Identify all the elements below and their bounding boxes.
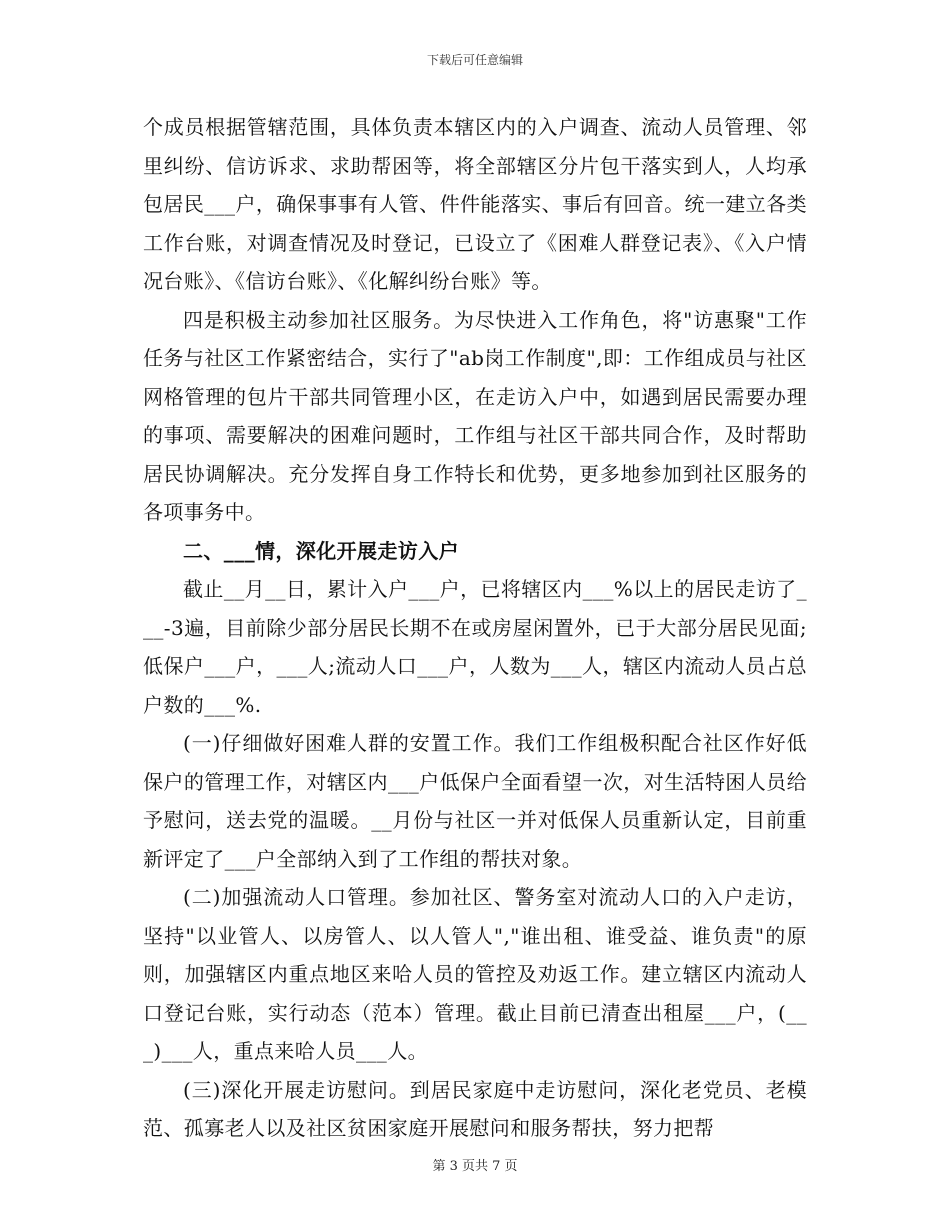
- paragraph-visits-condolence: (三)深化开展走访慰问。到居民家庭中走访慰问，深化老党员、老模范、孤寡老人以及社区贫困家庭开展慰问和服务帮扶，努力把帮: [143, 1077, 807, 1140]
- paragraph-floating-population: (二)加强流动人口管理。参加社区、警务室对流动人口的入户走访，坚持"以业管人、以房管人、以人管人","谁出租、谁受益、谁负责"的原则，加强辖区内重点地区来哈人员的管控及劝返工作。建立辖区内流动人口登记台账，实行动态（范本）管理。截止目前已清查出租屋___户，(___)___人，重点来哈人员___人。: [143, 885, 807, 1063]
- document-body: [143, 108, 807, 1148]
- paragraph-visit-statistics: 截止__月__日，累计入户___户，已将辖区内___%以上的居民走访了___-3遍，目前除少部分居民长期不在或房屋闲置外，已于大部分居民见面;低保户___户，___人;流动人口___户，人数为___人，辖区内流动人员占总户数的___%.: [143, 577, 807, 717]
- page-footer: 第 3 页共 7 页: [432, 1159, 518, 1174]
- paragraph-difficult-groups: (一)仔细做好困难人群的安置工作。我们工作组极积配合社区作好低保户的管理工作，对辖区内___户低保户全面看望一次，对生活特困人员给予慰问，送去党的温暖。__月份与社区一并对低保人员重新认定，目前重新评定了___户全部纳入到了工作组的帮扶对象。: [143, 731, 807, 871]
- page-header: 下载后可任意编辑: [426, 53, 523, 67]
- section-heading: 二、___情，深化开展走访入户: [183, 538, 459, 563]
- paragraph-community-service: 四是积极主动参加社区服务。为尽快进入工作角色，将"访惠聚"工作任务与社区工作紧密结合，实行了"ab岗工作制度",即：工作组成员与社区网格管理的包片干部共同管理小区，在走访入户中，如遇到居民需要办理的事项、需要解决的困难问题时，工作组与社区干部共同合作，及时帮助居民协调解决。充分发挥自身工作特长和优势，更多地参加到社区服务的各项事务中。: [143, 307, 807, 524]
- paragraph-continuation: 个成员根据管辖范围，具体负责本辖区内的入户调查、流动人员管理、邻里纠纷、信访诉求、求助帮困等，将全部辖区分片包干落实到人，人均承包居民___户，确保事事有人管、件件能落实、事后有回音。统一建立各类工作台账，对调查情况及时登记，已设立了《困难人群登记表》、《入户情况台账》、《信访台账》、《化解纠纷台账》等。: [143, 115, 807, 293]
